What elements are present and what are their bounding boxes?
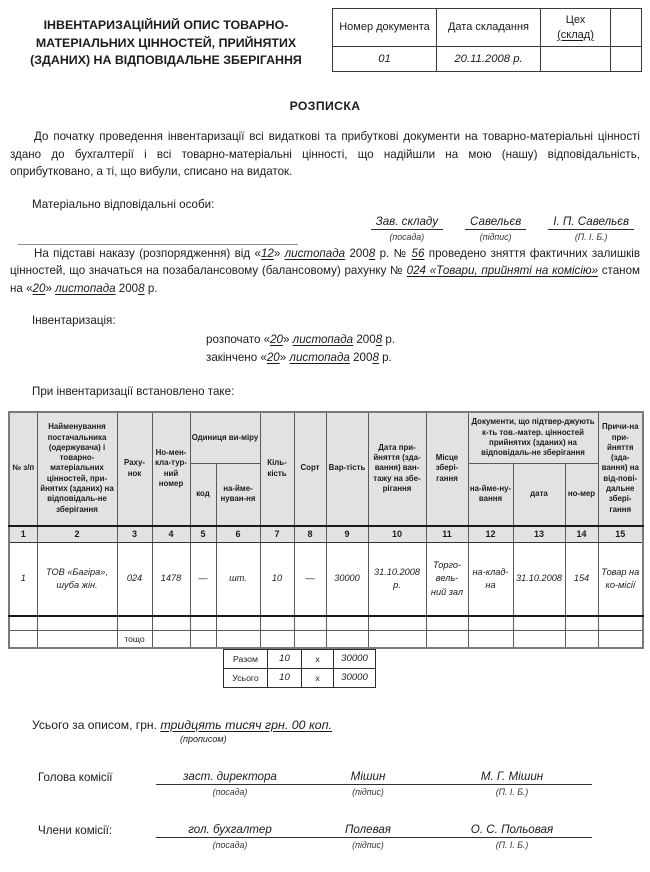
responsible-section <box>8 198 642 245</box>
inventory-started-line: розпочато «20» листопада 2008 р. <box>206 332 396 346</box>
razom-label: Разом <box>224 649 268 668</box>
member-position-note: (посада) <box>212 839 248 850</box>
grand-total-label: Усього за описом, грн. <box>32 717 157 732</box>
doc-shop-label <box>541 9 611 47</box>
signature-entry <box>432 770 592 797</box>
col-quantity-header: Кіль-кість <box>260 412 294 526</box>
started-month: листопада <box>292 332 354 346</box>
usyogo-qty: 10 <box>268 668 302 687</box>
col-num-header: № з/п <box>9 412 37 526</box>
doc-name-header: на-йме-ну-вання <box>468 464 513 526</box>
fullname-note: (П. І. Б.) <box>574 231 608 242</box>
account-name-value: 024 «Товари, прийняті на комісію» <box>406 264 599 278</box>
doc-extra-value <box>611 47 642 72</box>
commission-head-label: Голова комісії <box>38 770 113 784</box>
totals-row <box>224 668 376 687</box>
cell-account: 024 <box>117 543 152 616</box>
doc-extra-label <box>611 9 642 47</box>
cell-value: 30000 <box>326 543 368 616</box>
member-signature-note: (підпис) <box>352 839 384 850</box>
page-title <box>8 8 324 70</box>
asof-month-value: листопада <box>55 282 116 296</box>
responsible-label: Матеріально відповідальні особи: <box>32 197 215 211</box>
member-position-value: гол. бухгалтер <box>156 823 304 838</box>
header-row-top <box>9 412 643 464</box>
finished-month: листопада <box>289 350 350 364</box>
doc-number-header: но-мер <box>565 464 598 526</box>
order-month-value: листопада <box>284 246 346 260</box>
blank-signature-line <box>18 215 298 245</box>
cell-quantity: 10 <box>260 543 294 616</box>
cell-supplier: ТОВ «Багіра», шуба жін. <box>37 543 117 616</box>
cell-unit-name: шт. <box>216 543 260 616</box>
etc-row <box>9 631 643 648</box>
document-header <box>8 8 642 72</box>
docs-group-header: Документи, що підтвер-джують к-ть тов.-матер. цінностей прийнятих (зданих) на відповідаль-не зберігання <box>468 412 598 464</box>
signature-entry <box>432 823 592 850</box>
col-date-accept-header: Дата при-йняття (зда-вання) ван-тажу на збе-рігання <box>368 412 426 526</box>
started-year-digit: 8 <box>375 332 383 346</box>
order-day-value: 12 <box>260 246 274 260</box>
doc-date-value: 20.11.2008 р. <box>437 47 541 72</box>
signature-entry <box>465 215 526 242</box>
position-value: Зав. складу <box>371 215 443 230</box>
unit-code-header: код <box>190 464 216 526</box>
col-supplier-header: Найменування постачальника (одержувача) і товарно-матеріальних цінностей, при-йнятих (зданих) на відповідаль-не зберігання <box>37 412 117 526</box>
finished-year-digit: 8 <box>372 350 379 364</box>
commission-head-row <box>38 770 642 797</box>
totals-table <box>223 649 376 688</box>
table-row <box>9 543 643 616</box>
fullname-value: І. П. Савельєв <box>548 215 634 230</box>
head-signature-note: (підпис) <box>352 786 384 797</box>
signature-entry <box>304 823 432 850</box>
doc-info-table <box>332 8 642 72</box>
shop-label-paren: (склад) <box>557 28 594 41</box>
razom-x: х <box>302 649 334 668</box>
receipt-paragraph: До початку проведення інвентаризації всі видаткові та прибуткові документи на товарно-матеріальні цінності здано до бухгалтерії і всі товарно-матеріальні цінності, що надійшли на мою (нашу) відповідальність, оприбутковано, а ті, що вибули, списано на видаток. <box>10 130 640 179</box>
receipt-heading: РОЗПИСКА <box>289 99 361 113</box>
usyogo-label: Усього <box>224 668 268 687</box>
order-year-digit: 8 <box>368 246 376 260</box>
established-label: При інвентаризації встановлено таке: <box>32 384 235 398</box>
head-fullname-value: М. Г. Мішин <box>432 770 592 785</box>
cell-doc-date: 31.10.2008 <box>513 543 565 616</box>
shop-label-word: Цех <box>565 14 586 27</box>
signature-entry <box>548 215 634 242</box>
grand-total-value: тридцять тисяч грн. 00 коп. <box>160 717 332 732</box>
signature-entry <box>371 215 443 242</box>
commission-members-row <box>38 823 642 850</box>
unit-name-header: на-йме-нуван-ня <box>216 464 260 526</box>
head-position-value: заст. директора <box>156 770 304 785</box>
usyogo-sum: 30000 <box>334 668 376 687</box>
cell-sort: — <box>294 543 326 616</box>
razom-sum: 30000 <box>334 649 376 668</box>
signature-value: Савельєв <box>465 215 526 230</box>
col-value-header: Вар-тість <box>326 412 368 526</box>
member-fullname-value: О. С. Польовая <box>432 823 592 838</box>
cell-storage: Торго-вель-ний зал <box>426 543 468 616</box>
column-number-row: 1 2 3 4 5 6 7 8 9 10 11 12 13 14 15 <box>9 526 643 543</box>
order-text: На підставі наказу (розпорядження) від « <box>34 246 261 260</box>
col-nomenclature-header: Но-мен-кла-тур-ний номер <box>152 412 190 526</box>
cell-doc-number: 154 <box>565 543 598 616</box>
cell-num: 1 <box>9 543 37 616</box>
usyogo-x: х <box>302 668 334 687</box>
signature-entry <box>156 770 304 797</box>
cell-reason: Товар на ко-місії <box>598 543 643 616</box>
doc-date-header: дата <box>513 464 565 526</box>
doc-date-label: Дата складання <box>437 9 541 47</box>
started-day: 20 <box>270 332 283 346</box>
cell-doc-name: на-клад-на <box>468 543 513 616</box>
order-number-value: 56 <box>411 246 425 260</box>
signature-entry <box>156 823 304 850</box>
etc-cell: тощо <box>117 631 152 648</box>
inventory-label: Інвентаризація: <box>32 313 116 327</box>
col-storage-header: Місце збері-гання <box>426 412 468 526</box>
inventory-finished-line: закінчено «20» листопада 2008 р. <box>206 350 392 364</box>
signature-entry <box>304 770 432 797</box>
totals-row <box>224 649 376 668</box>
cell-nomenclature: 1478 <box>152 543 190 616</box>
position-note: (посада) <box>389 231 425 242</box>
inventory-dates-section <box>8 314 642 367</box>
razom-qty: 10 <box>268 649 302 668</box>
cell-unit-code: — <box>190 543 216 616</box>
title-line-2: МАТЕРІАЛЬНИХ ЦІННОСТЕЙ, ПРИЙНЯТИХ <box>35 35 297 50</box>
col-reason-header: Причи-на при-йняття (зда-вання) на від-пові-дальне збері-гання <box>598 412 643 526</box>
responsible-signatures <box>371 215 634 242</box>
cell-date-accept: 31.10.2008 р. <box>368 543 426 616</box>
grand-total-note: (прописом) <box>180 733 227 744</box>
col-sort-header: Сорт <box>294 412 326 526</box>
unit-group-header: Одиниця ви-міру <box>190 412 260 464</box>
signature-note: (підпис) <box>479 231 512 242</box>
asof-day-value: 20 <box>32 282 46 296</box>
head-signature-value: Мішин <box>304 770 432 785</box>
head-position-note: (посада) <box>212 786 248 797</box>
head-fullname-note: (П. І. Б.) <box>495 786 529 797</box>
member-fullname-note: (П. І. Б.) <box>495 839 529 850</box>
member-signature-value: Полевая <box>304 823 432 838</box>
inventory-table <box>8 411 644 649</box>
doc-number-value: 01 <box>333 47 437 72</box>
doc-shop-value <box>541 47 611 72</box>
order-paragraph: На підставі наказу (розпорядження) від «12» листопада 2008 р. № 56 проведено зняття фактичних залишків цінностей, що значаться на позабалансовому (балансовому) рахунку № 024 «Товари, прийняті на комісію» станом на «20» листопада 2008 р. <box>10 246 640 296</box>
col-account-header: Раху-нок <box>117 412 152 526</box>
empty-row <box>9 616 643 631</box>
grand-total-line <box>32 718 642 732</box>
commission-members-label: Члени комісії: <box>38 823 113 837</box>
doc-number-label: Номер документа <box>333 9 437 47</box>
title-line-3: (ЗДАНИХ) НА ВІДПОВІДАЛЬНЕ ЗБЕРІГАННЯ <box>30 53 302 68</box>
finished-day: 20 <box>266 350 280 364</box>
asof-year-digit: 8 <box>138 282 145 296</box>
title-line-1: ІНВЕНТАРИЗАЦІЙНИЙ ОПИС ТОВАРНО- <box>43 18 289 32</box>
